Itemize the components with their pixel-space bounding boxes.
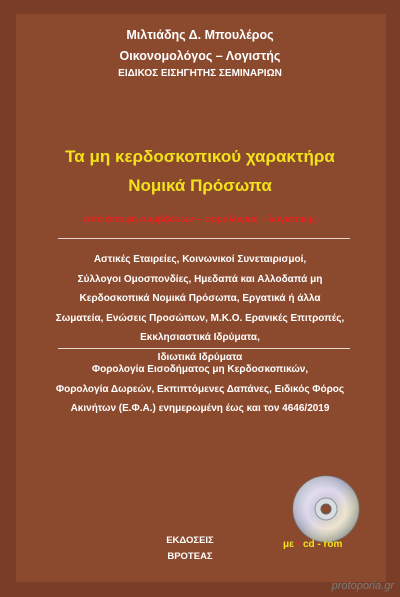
- publisher-line: ΒΡΟΤΕΑΣ: [167, 551, 213, 562]
- entities-paragraph: [0, 250, 400, 367]
- author-role: Οικονομολόγος – Λογιστής: [119, 49, 281, 63]
- watermark: protoporia.gr: [331, 580, 394, 592]
- entities-line: Εκκλησιαστικά Ιδρύματα,: [140, 332, 260, 343]
- taxation-line: Φορολογία Δωρεών, Εκπιπτόμενες Δαπάνες, Ειδικός Φόρος: [55, 383, 345, 395]
- divider-bottom: [58, 348, 350, 349]
- cd-label-prefix: με: [283, 539, 294, 550]
- entities-line: Σωματεία, Ενώσεις Προσώπων, Μ.Κ.Ο. Ερανικές Επιτροπές,: [55, 312, 345, 324]
- cd-label-suffix: cd - rom: [302, 539, 343, 550]
- author-title: ΕΙΔΙΚΟΣ ΕΙΣΗΓΗΤΗΣ ΣΕΜΙΝΑΡΙΩΝ: [118, 68, 282, 79]
- cd-label-dot: •: [296, 539, 301, 550]
- taxation-line: Ακινήτων (Ε.Φ.Α.) ενημερωμένη έως και τον 4646/2019: [70, 403, 330, 414]
- entities-line: Ιδιωτικά Ιδρύματα: [157, 351, 243, 363]
- entities-line: Κερδοσκοπικά Νομικά Πρόσωπα, Εργατικά ή άλλα: [79, 293, 321, 304]
- entities-line: Αστικές Εταιρείες, Κοινωνικοί Συνεταιρισμοί,: [93, 254, 307, 265]
- entities-line: Σύλλογοι Ομοσπονδίες, Ημεδαπά και Αλλοδαπά μη: [77, 273, 323, 285]
- book-title-line2: Νομικά Πρόσωπα: [128, 176, 272, 195]
- publisher-line: ΕΚΔΟΣΕΙΣ: [166, 535, 214, 546]
- cd-disc-icon: [292, 475, 360, 543]
- author-name: Μιλτιάδης Δ. Μπουλέρος: [126, 28, 274, 42]
- taxation-line: Φορολογία Εισοδήματος μη Κερδοσκοπικών,: [91, 364, 309, 375]
- publisher-name: [160, 533, 220, 565]
- divider-top: [58, 238, 350, 239]
- book-title-line1: Τα μη κερδοσκοπικού χαρακτήρα: [65, 147, 335, 166]
- cd-rom-label: [283, 539, 342, 550]
- book-subtitle: Από άποψη συμβάσεων – φορολογίας – λογιστικής: [82, 214, 317, 225]
- taxation-paragraph: [0, 360, 400, 419]
